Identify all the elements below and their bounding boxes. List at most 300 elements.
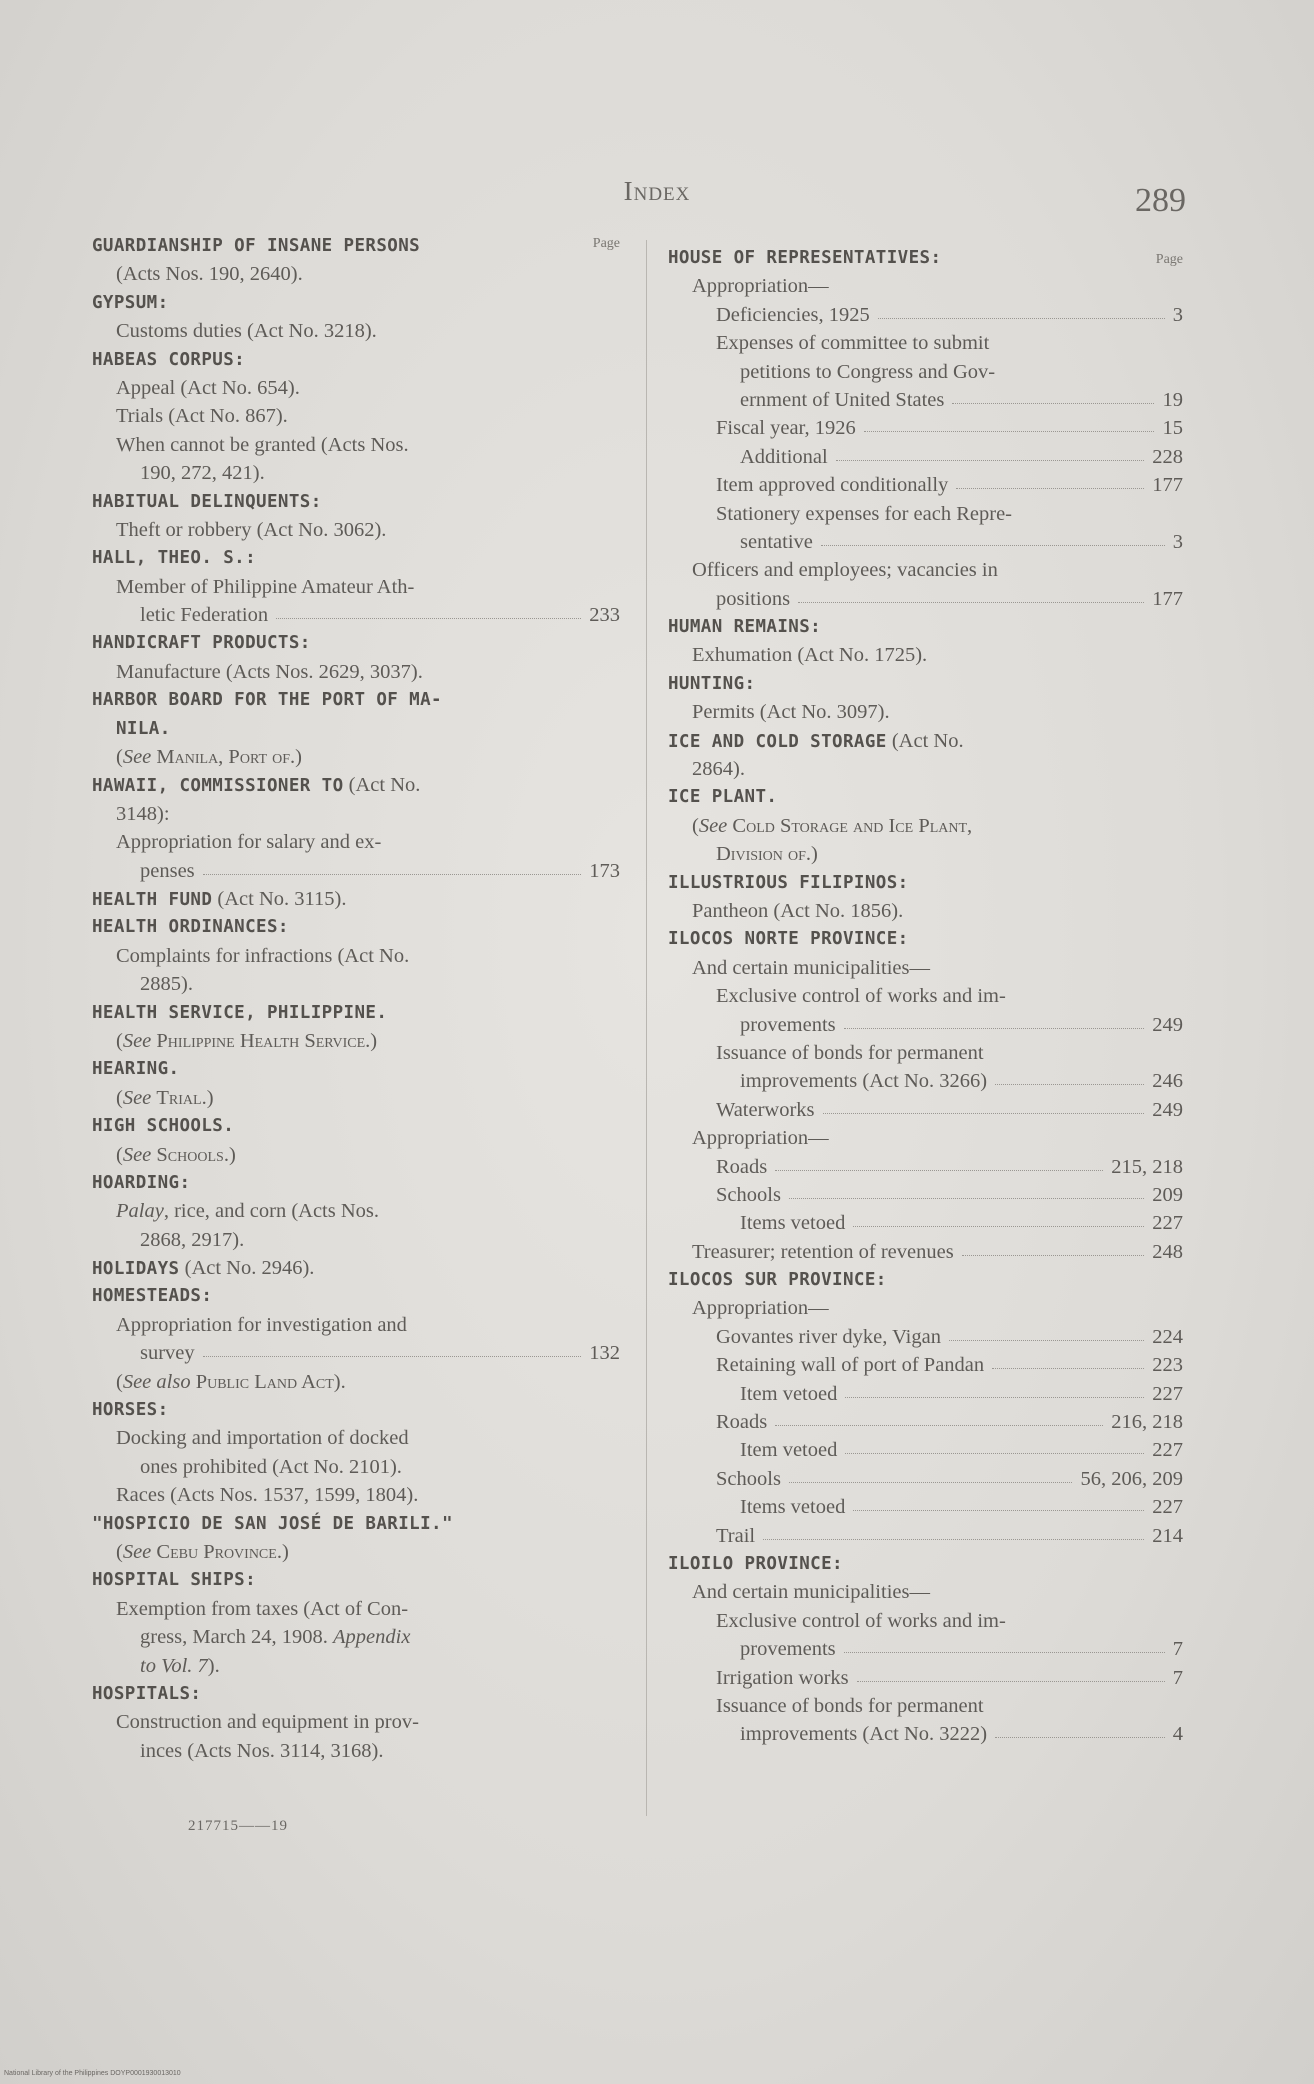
entry-text — [740, 528, 813, 556]
index-line — [668, 1522, 1183, 1550]
page-ref: 227 — [1152, 1382, 1183, 1405]
entry-text — [716, 1181, 781, 1209]
index-line — [92, 715, 620, 743]
index-line — [92, 1566, 620, 1594]
index-line — [668, 1096, 1183, 1124]
page-ref: 248 — [1152, 1240, 1183, 1263]
index-line — [92, 913, 620, 941]
index-line — [668, 1635, 1183, 1663]
entry-text: (See Schools.) — [116, 1143, 236, 1166]
entry-heading — [92, 232, 420, 260]
leader-dots — [853, 1510, 1144, 1511]
entry-text — [692, 698, 890, 726]
index-line — [668, 1294, 1183, 1322]
page-column-header-right: Page — [1155, 252, 1183, 267]
leader-dots — [775, 1425, 1103, 1426]
see-target: Philippine Health Service. — [156, 1029, 371, 1052]
entry-text-main: Stationery expenses for each Repre- — [716, 502, 1012, 525]
entry-heading — [92, 1396, 169, 1424]
entry-heading — [92, 1680, 201, 1708]
entry-text — [692, 897, 903, 925]
entry-heading — [92, 1566, 256, 1594]
index-line — [92, 828, 620, 856]
entry-text — [140, 1737, 384, 1765]
index-line — [92, 573, 620, 601]
entry-text-main: Exclusive control of works and im- — [716, 985, 1006, 1008]
entry-text-main: Irrigation works — [716, 1666, 849, 1689]
entry-text — [692, 556, 998, 584]
entry-text — [716, 982, 1006, 1010]
entry-text — [692, 1578, 930, 1606]
entry-text — [716, 1465, 781, 1493]
leader-dots — [845, 1453, 1144, 1454]
index-line — [92, 1623, 620, 1651]
entry-text — [116, 573, 414, 601]
entry-text-main: Customs duties (Act No. 3218). — [116, 320, 377, 343]
page-ref: 227 — [1152, 1439, 1183, 1462]
entry-text — [716, 1153, 767, 1181]
page-ref: 227 — [1152, 1212, 1183, 1235]
entry-text-main: Manufacture (Acts Nos. 2629, 3037). — [116, 660, 423, 683]
index-line — [92, 1396, 620, 1424]
index-line — [668, 840, 1183, 868]
entry-text-rest: ). — [207, 1654, 220, 1677]
page-ref: 223 — [1152, 1354, 1183, 1377]
index-line — [668, 1578, 1183, 1606]
entry-text — [740, 1436, 837, 1464]
index-line — [92, 800, 620, 828]
index-line — [92, 942, 620, 970]
index-line — [92, 232, 620, 260]
see-target: Manila, Port of. — [156, 746, 296, 769]
index-line — [92, 1311, 620, 1339]
index-line — [668, 925, 1183, 953]
entry-text-main: HIGH SCHOOLS. — [92, 1116, 235, 1137]
page-number: 289 — [1135, 182, 1186, 219]
entry-text-main: ones prohibited (Act No. 2101). — [140, 1455, 402, 1478]
leader-dots — [995, 1737, 1165, 1738]
entry-text-tail: (Act No. — [343, 774, 421, 797]
index-line — [92, 658, 620, 686]
index-line — [668, 1067, 1183, 1095]
entry-heading — [668, 925, 909, 953]
index-line — [92, 374, 620, 402]
entry-text-main: Deficiencies, 1925 — [716, 303, 870, 326]
entry-text — [716, 840, 818, 868]
entry-text — [140, 970, 193, 998]
entry-text-main: sentative — [740, 530, 813, 553]
leader-dots — [844, 1028, 1144, 1029]
entry-text — [740, 1011, 836, 1039]
index-line — [668, 1351, 1183, 1379]
entry-text-main: ICE AND COLD STORAGE — [668, 731, 887, 752]
page-ref: 215, 218 — [1111, 1155, 1183, 1178]
entry-text-main: provements — [740, 1638, 836, 1661]
entry-text — [716, 1408, 767, 1436]
index-line — [92, 1055, 620, 1083]
entry-text-main: Pantheon (Act No. 1856). — [692, 899, 904, 922]
entry-text — [692, 641, 927, 669]
see-label: See — [122, 1086, 152, 1109]
leader-dots — [845, 1397, 1144, 1398]
entry-text-main: GYPSUM: — [92, 292, 169, 313]
index-line — [668, 755, 1183, 783]
index-line — [92, 289, 620, 317]
entry-text — [716, 1096, 815, 1124]
entry-text-main: Member of Philippine Amateur Ath- — [116, 575, 415, 598]
index-line — [668, 812, 1183, 840]
leader-dots — [956, 488, 1144, 489]
entry-text-main: Item vetoed — [740, 1382, 838, 1405]
index-line — [668, 528, 1183, 556]
entry-text — [716, 329, 989, 357]
entry-text-main: HEALTH ORDINANCES: — [92, 917, 289, 938]
leader-dots — [775, 1170, 1103, 1171]
entry-heading — [92, 1510, 453, 1538]
index-line — [92, 999, 620, 1027]
entry-heading — [668, 783, 777, 811]
entry-text-tail: (Act No. — [886, 729, 964, 752]
index-line — [668, 641, 1183, 669]
italic-ref: Appendix — [333, 1626, 411, 1649]
entry-heading — [668, 670, 756, 698]
index-line — [92, 885, 620, 913]
entry-text — [716, 1039, 984, 1067]
entry-text — [740, 1635, 836, 1663]
page-ref: 246 — [1152, 1070, 1183, 1093]
entry-text — [140, 1453, 402, 1481]
index-line — [668, 443, 1183, 471]
leader-dots — [821, 545, 1165, 546]
index-line — [668, 301, 1183, 329]
index-line — [668, 1124, 1183, 1152]
entry-text — [692, 755, 745, 783]
entry-heading — [92, 1254, 314, 1283]
entry-text-main: "HOSPICIO DE SAN JOSÉ DE BARILI." — [92, 1513, 453, 1534]
entry-text-main: Expenses of committee to submit — [716, 332, 990, 355]
entry-text-main: Theft or robbery (Act No. 3062). — [116, 518, 387, 541]
entry-text-main: HOUSE OF REPRESENTATIVES: — [668, 248, 942, 268]
page-ref: 177 — [1152, 474, 1183, 497]
entry-text-main: Docking and importation of docked — [116, 1427, 409, 1450]
index-line — [92, 1282, 620, 1310]
page-ref: 7 — [1172, 1666, 1183, 1689]
entry-text-main: improvements (Act No. 3222) — [740, 1723, 988, 1746]
index-line — [668, 500, 1183, 528]
index-line — [668, 727, 1183, 755]
entry-text-main: 2868, 2917). — [140, 1228, 245, 1251]
index-line — [668, 1607, 1183, 1635]
entry-text-main: Items vetoed — [740, 1496, 846, 1519]
entry-heading — [668, 613, 821, 641]
entry-text-main: HEALTH SERVICE, PHILIPPINE. — [92, 1002, 388, 1023]
index-line — [668, 1720, 1183, 1748]
entry-heading — [668, 869, 909, 897]
entry-text-main: Appropriation— — [692, 275, 829, 298]
entry-text — [716, 471, 948, 499]
index-line — [92, 346, 620, 374]
entry-text: (See Cold Storage and Ice Plant, — [692, 814, 973, 837]
entry-text — [116, 1708, 419, 1736]
index-line — [92, 970, 620, 998]
page-ref: 228 — [1152, 445, 1183, 468]
right-column — [668, 232, 1183, 1749]
page-ref: 216, 218 — [1111, 1411, 1183, 1434]
index-line — [92, 1112, 620, 1140]
entry-text-main: inces (Acts Nos. 3114, 3168). — [140, 1739, 384, 1762]
entry-text — [716, 301, 870, 329]
leader-dots — [798, 602, 1144, 603]
entry-text — [116, 1481, 418, 1509]
entry-text — [740, 386, 944, 414]
index-line — [668, 1380, 1183, 1408]
entry-text-main: When cannot be granted (Acts Nos. — [116, 433, 409, 456]
entry-text — [116, 374, 300, 402]
entry-text — [116, 402, 288, 430]
entry-text-main: Appeal (Act No. 654). — [116, 376, 300, 399]
leader-dots — [992, 1368, 1144, 1369]
entry-heading — [92, 289, 169, 317]
see-label: See — [122, 1540, 152, 1563]
entry-text — [116, 260, 303, 288]
index-line — [668, 244, 1183, 272]
entry-text-main: Item vetoed — [740, 1439, 838, 1462]
index-line — [668, 1011, 1183, 1039]
leader-dots — [203, 1356, 581, 1357]
index-line — [668, 1181, 1183, 1209]
entry-text-main: HEARING. — [92, 1059, 180, 1080]
index-line — [668, 1153, 1183, 1181]
leader-dots — [789, 1198, 1144, 1199]
entry-heading — [668, 727, 964, 756]
index-line — [668, 414, 1183, 442]
entry-text — [716, 1664, 849, 1692]
page-ref: 132 — [589, 1342, 620, 1365]
entry-text — [140, 459, 265, 487]
index-line — [92, 1226, 620, 1254]
leader-dots — [949, 1340, 1144, 1341]
entry-text — [740, 1380, 837, 1408]
index-line — [668, 613, 1183, 641]
entry-heading — [116, 715, 171, 743]
index-line — [92, 1652, 620, 1680]
leader-dots — [763, 1539, 1144, 1540]
page-ref: 214 — [1152, 1524, 1183, 1547]
entry-text-main: NILA. — [116, 718, 171, 739]
entry-heading — [92, 488, 322, 516]
see-label: See — [122, 1029, 152, 1052]
entry-text — [140, 1623, 410, 1651]
entry-text-main: Issuance of bonds for permanent — [716, 1041, 984, 1064]
index-line — [668, 1408, 1183, 1436]
entry-heading — [668, 1266, 887, 1294]
entry-text-main: (Acts Nos. 190, 2640). — [116, 263, 303, 286]
leader-dots — [203, 874, 581, 875]
entry-text-main: HALL, THEO. S.: — [92, 548, 257, 569]
index-line — [668, 556, 1183, 584]
entry-text-main: Schools — [716, 1183, 781, 1206]
index-line — [668, 329, 1183, 357]
index-line — [92, 402, 620, 430]
leader-dots — [962, 1255, 1144, 1256]
index-line — [92, 1453, 620, 1481]
entry-heading — [668, 244, 941, 272]
index-line — [668, 585, 1183, 613]
see-target: Cebu Province. — [156, 1540, 282, 1563]
entry-text — [116, 1197, 379, 1225]
page-ref: 7 — [1172, 1638, 1183, 1661]
entry-text — [116, 800, 170, 828]
entry-text — [116, 828, 381, 856]
index-line — [92, 516, 620, 544]
index-line — [668, 1550, 1183, 1578]
entry-heading — [92, 913, 289, 941]
entry-text — [116, 658, 423, 686]
index-line — [668, 1238, 1183, 1266]
index-line — [668, 783, 1183, 811]
entry-text-main: HARBOR BOARD FOR THE PORT OF MA- — [92, 690, 442, 711]
entry-text-main: letic Federation — [140, 604, 269, 627]
index-line — [668, 897, 1183, 925]
index-line — [92, 260, 620, 288]
entry-text — [716, 1351, 984, 1379]
entry-text-main: Item approved conditionally — [716, 474, 949, 497]
entry-text-main: HAWAII, COMMISSIONER TO — [92, 776, 344, 797]
entry-text — [716, 414, 856, 442]
leader-dots — [995, 1084, 1144, 1085]
entry-text: (See also Public Land Act). — [116, 1370, 346, 1393]
entry-text — [740, 443, 828, 471]
entry-text-main: 2885). — [140, 973, 193, 996]
entry-text-main: Appropriation— — [692, 1127, 829, 1150]
entry-text-main: Trail — [716, 1524, 756, 1547]
entry-text-main: Trials (Act No. 867). — [116, 405, 288, 428]
see-target: Public Land Act — [195, 1370, 334, 1393]
index-line — [668, 670, 1183, 698]
index-line — [668, 1266, 1183, 1294]
column-divider — [646, 240, 647, 1816]
see-target: Trial. — [156, 1086, 207, 1109]
entry-heading — [92, 1055, 180, 1083]
entry-text-main: HUMAN REMAINS: — [668, 617, 822, 638]
entry-text — [116, 1311, 407, 1339]
entry-text-main: Exemption from taxes (Act of Con- — [116, 1597, 409, 1620]
entry-text-tail: (Act No. 3115). — [212, 887, 347, 910]
leader-dots — [857, 1681, 1165, 1682]
entry-text-main: Exclusive control of works and im- — [716, 1609, 1006, 1632]
page-ref: 56, 206, 209 — [1080, 1467, 1183, 1490]
leader-dots — [836, 460, 1144, 461]
entry-text — [692, 1124, 829, 1152]
entry-text-main: Officers and employees; vacancies in — [692, 559, 998, 582]
entry-text-main: survey — [140, 1342, 195, 1365]
see-label: See — [698, 814, 728, 837]
page-ref: 249 — [1152, 1013, 1183, 1036]
index-line — [92, 1368, 620, 1396]
entry-heading — [92, 1112, 234, 1140]
page-ref: 249 — [1152, 1098, 1183, 1121]
leader-dots — [853, 1226, 1144, 1227]
entry-text-main: Additional — [740, 445, 828, 468]
page-ref: 3 — [1172, 303, 1183, 326]
entry-text-main: GUARDIANSHIP OF INSANE PERSONS — [92, 236, 421, 256]
entry-text — [116, 317, 377, 345]
page-ref: 15 — [1162, 417, 1183, 440]
entry-text — [692, 272, 829, 300]
entry-text — [116, 1595, 408, 1623]
see-label: See — [122, 1143, 152, 1166]
entry-text-main: Appropriation— — [692, 1297, 829, 1320]
index-line — [92, 1027, 620, 1055]
index-line — [668, 272, 1183, 300]
entry-text-main: HOARDING: — [92, 1172, 191, 1193]
index-line — [92, 1169, 620, 1197]
index-line — [92, 771, 620, 799]
entry-text: (See Trial.) — [116, 1086, 214, 1109]
entry-text-main: Items vetoed — [740, 1212, 846, 1235]
see-target: Cold Storage and Ice Plant, — [732, 814, 973, 837]
entry-text-main: Govantes river dyke, Vigan — [716, 1325, 941, 1348]
entry-text — [740, 1209, 845, 1237]
entry-text — [716, 1607, 1006, 1635]
index-line — [92, 1254, 620, 1282]
index-line — [92, 1737, 620, 1765]
entry-text — [716, 1692, 984, 1720]
entry-text-main: 2864). — [692, 758, 745, 781]
entry-text-main: Roads — [716, 1411, 768, 1434]
entry-text-main: ILOILO PROVINCE: — [668, 1553, 843, 1574]
index-line — [92, 743, 620, 771]
running-title: Index — [623, 176, 691, 206]
entry-text — [140, 601, 268, 629]
entry-text — [716, 500, 1012, 528]
entry-text-main: And certain municipalities— — [692, 956, 930, 979]
italic-term: Palay — [116, 1200, 164, 1223]
entry-text-main: HOSPITAL SHIPS: — [92, 1570, 257, 1591]
entry-text: (See Cebu Province.) — [116, 1540, 289, 1563]
entry-text-main: provements — [740, 1013, 836, 1036]
entry-text-main: Races (Acts Nos. 1537, 1599, 1804). — [116, 1484, 419, 1507]
entry-text-main: ILLUSTRIOUS FILIPINOS: — [668, 872, 909, 893]
entry-text-main: Fiscal year, 1926 — [716, 417, 856, 440]
index-line — [92, 544, 620, 572]
entry-text-main: Appropriation for investigation and — [116, 1313, 407, 1336]
index-line — [92, 601, 620, 629]
index-line — [668, 1692, 1183, 1720]
index-line — [92, 459, 620, 487]
index-line — [92, 1595, 620, 1623]
index-line — [668, 869, 1183, 897]
entry-text-main: Division of.) — [716, 843, 818, 866]
index-line — [92, 629, 620, 657]
entry-heading — [92, 1169, 190, 1197]
index-line — [668, 1664, 1183, 1692]
entry-text — [740, 1493, 845, 1521]
entry-text-main: Complaints for infractions (Act No. — [116, 944, 410, 967]
right-index-entries — [668, 232, 1183, 1749]
entry-text — [140, 1339, 195, 1367]
index-line — [668, 471, 1183, 499]
leader-dots — [789, 1482, 1072, 1483]
entry-text-main: Roads — [716, 1155, 768, 1178]
leader-dots — [276, 618, 581, 619]
entry-text-main: Permits (Act No. 3097). — [692, 701, 890, 724]
index-line — [668, 1039, 1183, 1067]
entry-text-main: penses — [140, 859, 195, 882]
entry-text: (See Manila, Port of.) — [116, 746, 302, 769]
index-line — [668, 358, 1183, 386]
index-line — [668, 1465, 1183, 1493]
